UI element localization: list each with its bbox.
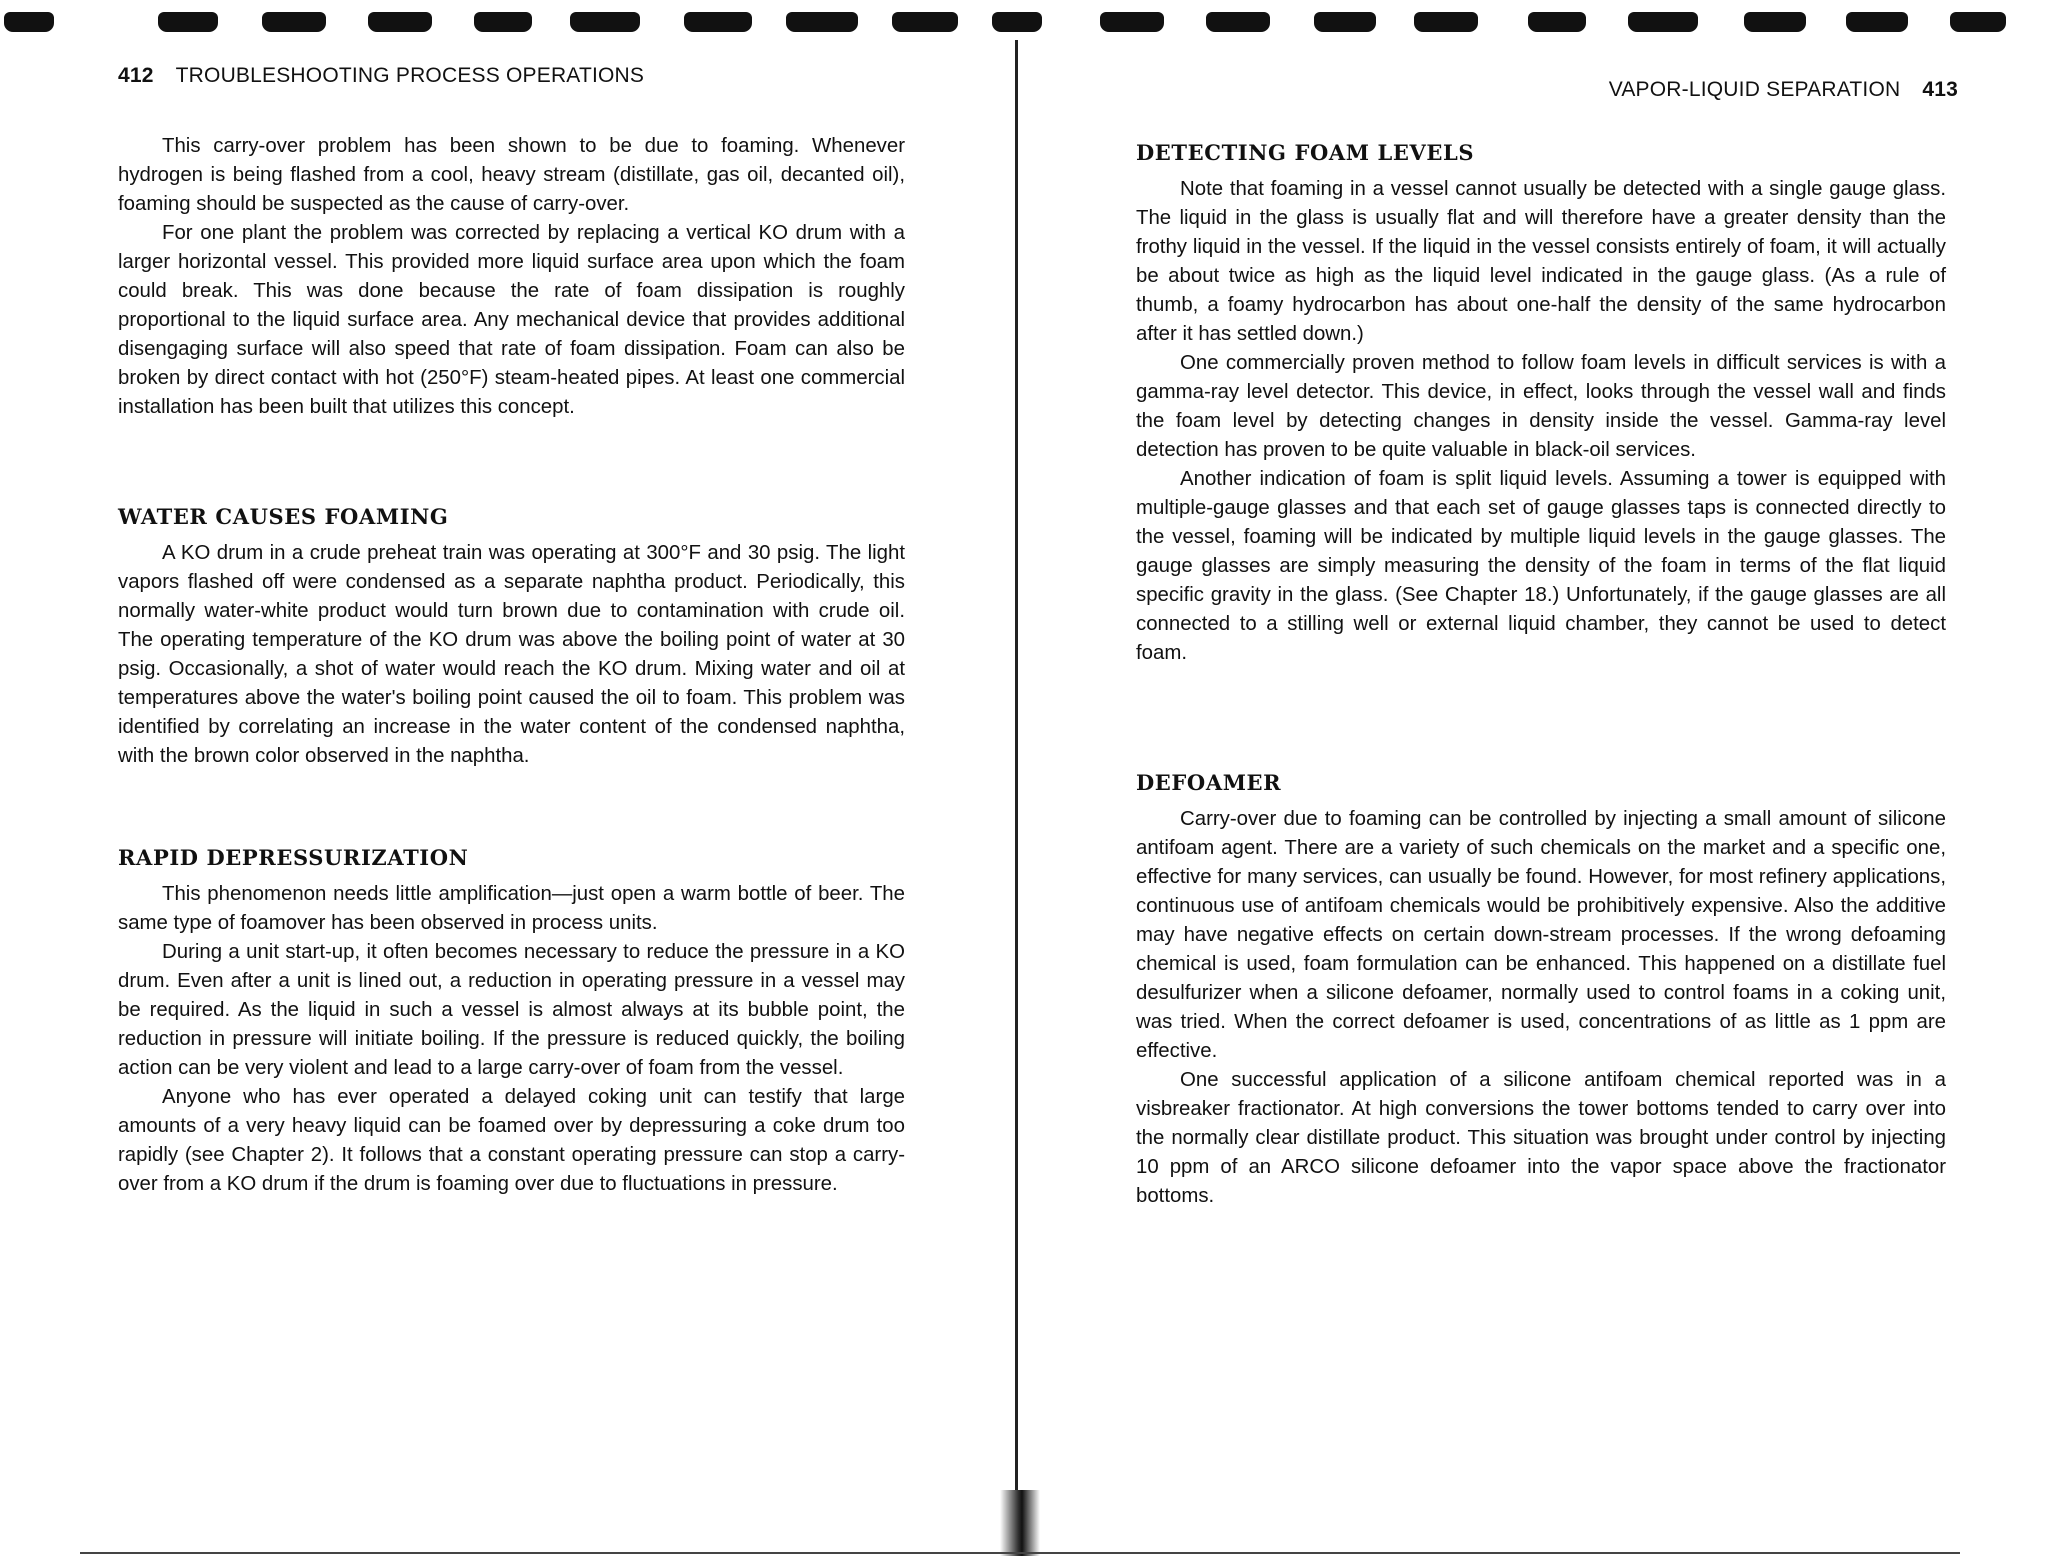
paragraph: Another indication of foam is split liquid levels. Assuming a tower is equipped with multiple-gauge glasses and that each set of gauge glasses taps is connected directly to the vessel, foaming will be indicated by multiple liquid levels in the gauge glasses. The gauge glasses are simply measuring the density of the foam in terms of the flat liquid specific gravity in the glass. (See Chapter 18.) Unfortunately, if the gauge glasses are all connected to a stilling well or external liquid chamber, they cannot be used to detect foam. xyxy=(1136,468,1946,664)
running-head-title: VAPOR-LIQUID SEPARATION xyxy=(1608,78,1901,101)
paragraph: One commercially proven method to follow foam levels in difficult services is with a gamma-ray level detector. This device, in effect, looks through the vessel wall and finds the foam level by detecting changes in density inside the vessel. Gamma-ray level detection has proven to be quite valuable in black-oil services. xyxy=(1136,352,1946,461)
right-page-body xyxy=(1136,138,1946,1211)
paragraph: This phenomenon needs little amplification—just open a warm bottle of beer. The same type of foamover has been observed in process units. xyxy=(118,883,905,934)
running-head-title: TROUBLESHOOTING PROCESS OPERATIONS xyxy=(175,64,645,87)
paragraph: This carry-over problem has been shown to be due to foaming. Whenever hydrogen is being flashed from a cool, heavy stream (distillate, gas oil, decanted oil), foaming should be suspected as the cause of carry-over. xyxy=(118,135,905,215)
running-head-right xyxy=(1609,78,1958,102)
section-heading: DETECTING FOAM LEVELS xyxy=(1136,140,1475,165)
page-number: 413 xyxy=(1922,78,1958,101)
left-page-body xyxy=(118,132,905,1199)
paragraph: Carry-over due to foaming can be controlled by injecting a small amount of silicone antifoam agent. There are a variety of such chemicals on the market and a specific one, effective for many services, can usually be found. However, for most refinery applications, continuous use of antifoam chemicals would be prohibitively expensive. Also the additive may have negative effects on certain down-stream processes. If the wrong defoaming chemical is used, foam formulation can be enhanced. This happened on a distillate fuel desulfurizer when a silicone defoamer, normally used to control foams in a coking unit, was tried. When the correct defoamer is used, concentrations of as little as 1 ppm are effective. xyxy=(1136,808,1946,1062)
paragraph: For one plant the problem was corrected by replacing a vertical KO drum with a larger horizontal vessel. This provided more liquid surface area upon which the foam could break. This was done because the rate of foam dissipation is roughly proportional to the liquid surface area. Any mechanical device that provides additional disengaging surface will also speed that rate of foam dissipation. Foam can also be broken by direct contact with hot (250°F) steam-heated pipes. At least one commercial installation has been built that utilizes this concept. xyxy=(118,222,905,418)
section-heading: WATER CAUSES FOAMING xyxy=(118,504,449,529)
right-page xyxy=(1018,0,2048,1556)
paragraph: Anyone who has ever operated a delayed coking unit can testify that large amounts of a very heavy liquid can be foamed over by depressuring a coke drum too rapidly (see Chapter 2). It follows that a constant operating pressure can stop a carry-over from a KO drum if the drum is foaming over due to fluctuations in pressure. xyxy=(118,1086,905,1195)
paragraph: During a unit start-up, it often becomes necessary to reduce the pressure in a KO drum. Even after a unit is lined out, a reduction in operating pressure in a vessel may be required. As the liquid in such a vessel is almost always at its bubble point, the reduction in pressure will initiate boiling. If the pressure is reduced quickly, the boiling action can be very violent and lead to a large carry-over of foam from the vessel. xyxy=(118,941,905,1079)
running-head-left xyxy=(118,64,644,88)
paragraph: A KO drum in a crude preheat train was operating at 300°F and 30 psig. The light vapors flashed off were condensed as a separate naphtha product. Periodically, this normally water-white product would turn brown due to contamination with crude oil. The operating temperature of the KO drum was above the boiling point of water at 30 psig. Occasionally, a shot of water would reach the KO drum. Mixing water and oil at temperatures above the water's boiling point caused the oil to foam. This problem was identified by correlating an increase in the water content of the condensed naphtha, with the brown color observed in the naphtha. xyxy=(118,542,905,767)
paragraph: One successful application of a silicone antifoam chemical reported was in a visbreaker fractionator. At high conversions the tower bottoms tended to carry over into the normally clear distillate product. This situation was brought under control by injecting 10 ppm of an ARCO silicone defoamer into the vapor space above the fractionator bottoms. xyxy=(1136,1069,1946,1207)
section-heading: RAPID DEPRESSURIZATION xyxy=(118,845,469,870)
paragraph: Note that foaming in a vessel cannot usually be detected with a single gauge glass. The liquid in the glass is usually flat and will therefore have a greater density than the frothy liquid in the vessel. If the liquid in the vessel consists entirely of foam, it will actually be about twice as high as the liquid level indicated in the gauge glass. (As a rule of thumb, a foamy hydrocarbon has about one-half the density of the same hydrocarbon after it has settled down.) xyxy=(1136,178,1946,345)
section-heading: DEFOAMER xyxy=(1136,770,1282,795)
left-page xyxy=(0,0,1015,1556)
page-number: 412 xyxy=(118,64,154,87)
